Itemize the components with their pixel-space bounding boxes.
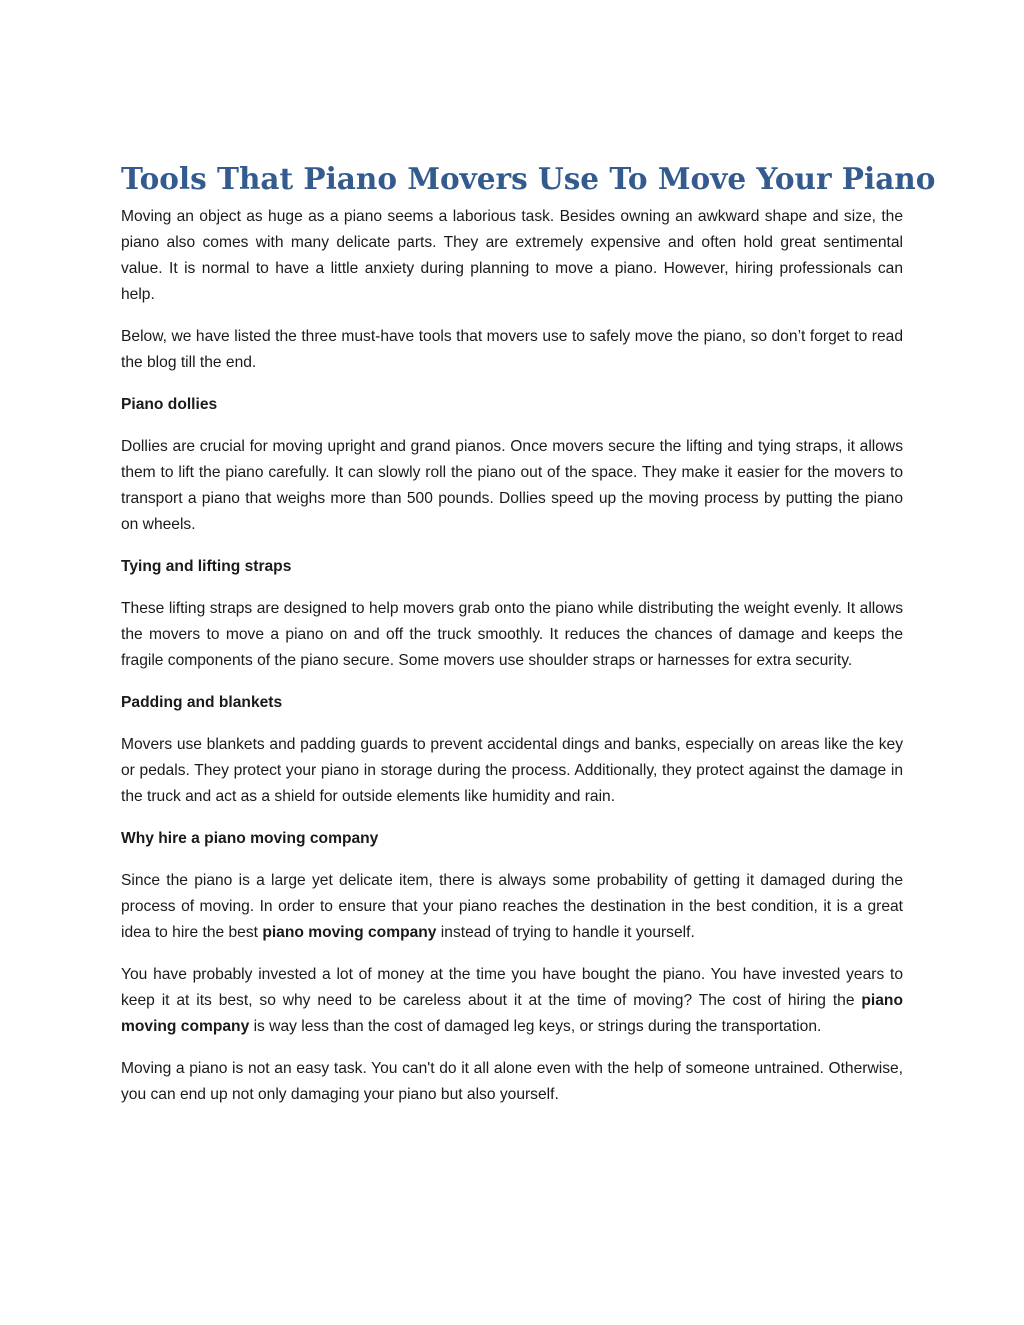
why-paragraph-3: Moving a piano is not an easy task. You can't do it all alone even with the help of someone untrained. Otherwise, you can end up not only damaging your piano but also yourself. [121, 1060, 903, 1103]
section-heading-padding: Padding and blankets [121, 694, 283, 711]
section-heading-piano-dollies: Piano dollies [121, 396, 218, 413]
why-paragraph-1 [121, 868, 903, 946]
why-p1-text-before: Since the piano is a large yet delicate item, there is always some probability of getting it damaged during the process of moving. In order to ensure that your piano reaches the destination in the best condition, it is a great idea to hire the best [121, 872, 903, 941]
section-body-straps: These lifting straps are designed to help movers grab onto the piano while distributing the weight evenly. It allows the movers to move a piano on and off the truck smoothly. It reduces the chances of damage and keeps the fragile components of the piano secure. Some movers use shoulder straps or harnesses for extra security. [121, 600, 903, 669]
section-heading-straps: Tying and lifting straps [121, 558, 292, 575]
piano-moving-company-keyword: piano moving company [121, 992, 903, 1035]
intro-paragraph: Moving an object as huge as a piano seems a laborious task. Besides owning an awkward shape and size, the piano also comes with many delicate parts. They are extremely expensive and often hold great sentimental value. It is normal to have a little anxiety during planning to move a piano. However, hiring professionals can help. [121, 208, 903, 303]
section-body-piano-dollies: Dollies are crucial for moving upright and grand pianos. Once movers secure the lifting and tying straps, it allows them to lift the piano carefully. It can slowly roll the piano out of the space. They make it easier for the movers to transport a piano that weighs more than 500 pounds. Dollies speed up the moving process by putting the piano on wheels. [121, 438, 903, 533]
section-body-padding: Movers use blankets and padding guards to prevent accidental dings and banks, especially on areas like the key or pedals. They protect your piano in storage during the process. Additionally, they protect against the damage in the truck and act as a shield for outside elements like humidity and rain. [121, 736, 903, 805]
section-heading-why-hire: Why hire a piano moving company [121, 830, 379, 847]
why-p2-text-before: You have probably invested a lot of money at the time you have bought the piano. You have invested years to keep it at its best, so why need to be careless about it at the time of moving? The cost of hiring the [121, 966, 903, 1009]
why-paragraph-2 [121, 962, 903, 1040]
document-page [121, 158, 936, 1124]
below-paragraph: Below, we have listed the three must-have tools that movers use to safely move the piano, so don’t forget to read the blog till the end. [121, 328, 903, 371]
piano-moving-company-keyword: piano moving company [262, 924, 437, 941]
page-title: Tools That Piano Movers Use To Move Your Piano [121, 161, 936, 196]
why-p1-text-after: instead of trying to handle it yourself. [436, 924, 695, 941]
why-p2-text-after: is way less than the cost of damaged leg keys, or strings during the transportation. [249, 1018, 822, 1035]
